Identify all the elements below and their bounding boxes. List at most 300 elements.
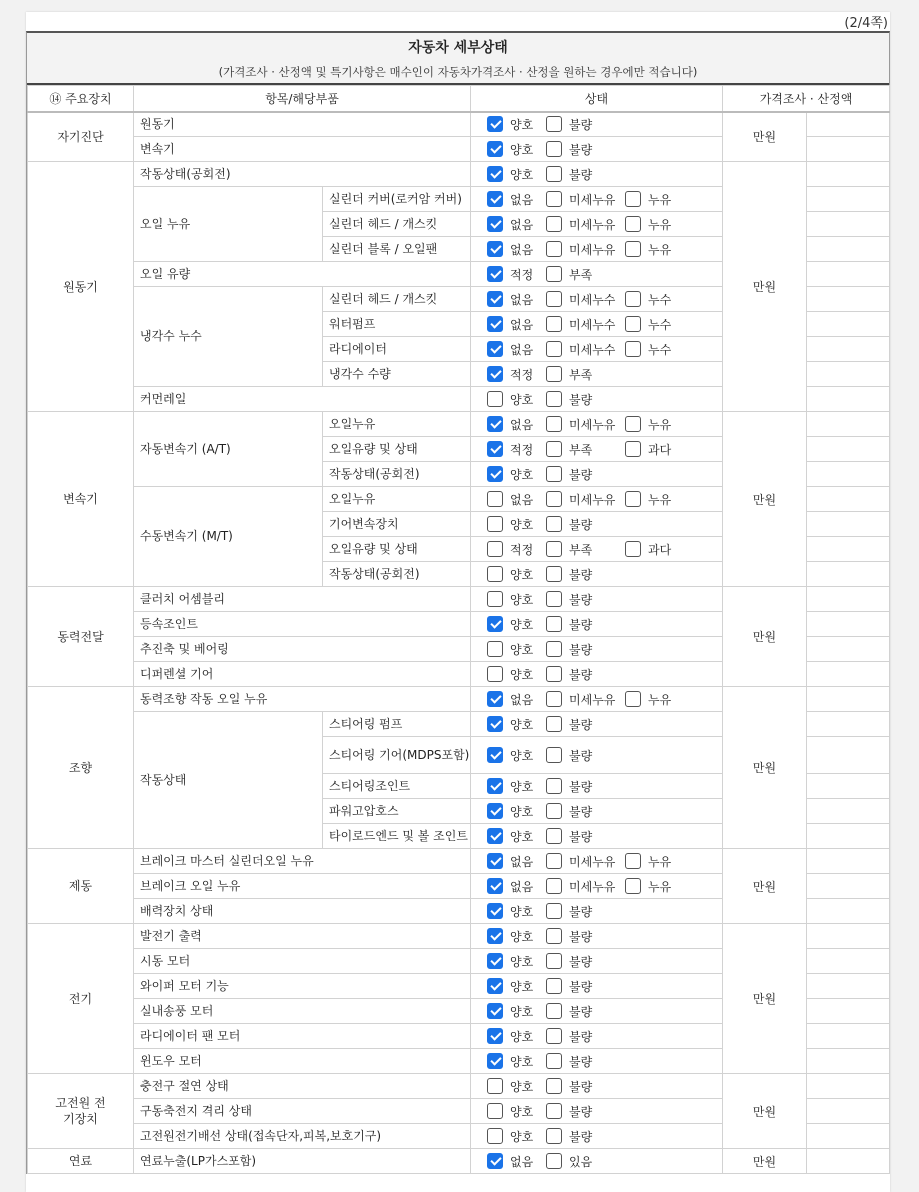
checkbox[interactable] [546, 928, 562, 944]
status-option-label: 부족 [569, 542, 593, 557]
status-option[interactable] [487, 416, 540, 433]
status-option[interactable] [546, 716, 619, 733]
status-option[interactable] [487, 641, 540, 658]
price-input-cell[interactable] [807, 262, 890, 287]
item-cell: 라디에이터 팬 모터 [134, 1024, 471, 1049]
status-cell [471, 824, 723, 849]
checked-checkbox[interactable] [487, 903, 503, 919]
header-row [28, 86, 890, 112]
item-cell: 브레이크 마스터 실린더오일 누유 [134, 849, 471, 874]
checkbox[interactable] [546, 191, 562, 207]
checkbox[interactable] [546, 366, 562, 382]
checkbox[interactable] [546, 241, 562, 257]
checkbox[interactable] [546, 903, 562, 919]
status-option[interactable] [487, 1078, 540, 1095]
status-option[interactable] [487, 978, 540, 995]
status-option[interactable] [487, 316, 540, 333]
checkbox[interactable] [546, 666, 562, 682]
status-option[interactable] [487, 666, 540, 683]
status-option[interactable] [487, 216, 540, 233]
checked-checkbox[interactable] [487, 366, 503, 382]
status-option-label: 미세누유 [569, 242, 616, 257]
price-input-cell[interactable] [807, 924, 890, 949]
checked-checkbox[interactable] [487, 116, 503, 132]
price-input-cell[interactable] [807, 587, 890, 612]
price-input-cell[interactable] [807, 512, 890, 537]
checkbox[interactable] [487, 1103, 503, 1119]
checked-checkbox[interactable] [487, 778, 503, 794]
checked-checkbox[interactable] [487, 691, 503, 707]
item-group-cell: 냉각수 누수 [134, 287, 323, 387]
status-option[interactable] [546, 341, 619, 358]
checkbox[interactable] [546, 853, 562, 869]
checkbox[interactable] [625, 191, 641, 207]
checkbox[interactable] [546, 466, 562, 482]
status-option[interactable] [546, 316, 619, 333]
status-option[interactable] [546, 591, 619, 608]
checkbox[interactable] [546, 691, 562, 707]
status-option[interactable] [546, 828, 619, 845]
status-option[interactable] [487, 541, 540, 558]
checked-checkbox[interactable] [487, 878, 503, 894]
status-option[interactable] [487, 466, 540, 483]
checked-checkbox[interactable] [487, 341, 503, 357]
status-option-label: 불량 [569, 904, 593, 919]
status-option-label: 불량 [569, 517, 593, 532]
price-input-cell[interactable] [807, 687, 890, 712]
price-input-cell[interactable] [807, 462, 890, 487]
status-option[interactable] [487, 341, 540, 358]
status-option[interactable] [487, 241, 540, 258]
checked-checkbox[interactable] [487, 953, 503, 969]
sub-item-cell: 실린더 헤드 / 개스킷 [323, 212, 471, 237]
price-input-cell[interactable] [807, 162, 890, 187]
status-option[interactable] [625, 341, 698, 358]
price-input-cell[interactable] [807, 899, 890, 924]
status-option[interactable] [487, 366, 540, 383]
checkbox[interactable] [546, 491, 562, 507]
checkbox[interactable] [546, 1128, 562, 1144]
status-cell [471, 487, 723, 512]
checked-checkbox[interactable] [487, 716, 503, 732]
status-option[interactable] [487, 778, 540, 795]
status-option[interactable] [546, 1103, 619, 1120]
status-option-label: 과다 [648, 542, 672, 557]
checkbox[interactable] [546, 266, 562, 282]
price-input-cell[interactable] [807, 212, 890, 237]
status-option[interactable] [546, 266, 619, 283]
status-option[interactable] [487, 747, 540, 764]
price-input-cell[interactable] [807, 949, 890, 974]
table-row [28, 687, 890, 712]
status-cell [471, 662, 723, 687]
checkbox[interactable] [546, 1078, 562, 1094]
checkbox[interactable] [546, 416, 562, 432]
status-option[interactable] [546, 491, 619, 508]
checkbox[interactable] [546, 616, 562, 632]
status-option[interactable] [546, 366, 619, 383]
price-unit-cell: 만원 [723, 924, 807, 1074]
price-unit-cell: 만원 [723, 1074, 807, 1149]
price-input-cell[interactable] [807, 824, 890, 849]
checkbox[interactable] [546, 828, 562, 844]
checked-checkbox[interactable] [487, 166, 503, 182]
status-option[interactable] [487, 1128, 540, 1145]
checked-checkbox[interactable] [487, 978, 503, 994]
status-option-label: 누유 [648, 492, 672, 507]
price-input-cell[interactable] [807, 187, 890, 212]
checked-checkbox[interactable] [487, 141, 503, 157]
status-option[interactable] [546, 803, 619, 820]
status-option-label: 불량 [569, 1029, 593, 1044]
checked-checkbox[interactable] [487, 316, 503, 332]
checkbox[interactable] [546, 716, 562, 732]
status-option[interactable] [546, 416, 619, 433]
price-input-cell[interactable] [807, 874, 890, 899]
status-option-label: 누유 [648, 879, 672, 894]
checkbox[interactable] [546, 291, 562, 307]
status-option-label: 불량 [569, 142, 593, 157]
status-option[interactable] [546, 291, 619, 308]
status-option[interactable] [487, 1053, 540, 1070]
sub-item-cell: 워터펌프 [323, 312, 471, 337]
status-option[interactable] [487, 1153, 540, 1170]
status-option[interactable] [625, 441, 698, 458]
sub-item-cell: 실린더 커버(로커암 커버) [323, 187, 471, 212]
status-option-label: 불량 [569, 667, 593, 682]
price-input-cell[interactable] [807, 849, 890, 874]
checkbox[interactable] [546, 441, 562, 457]
checkbox[interactable] [546, 341, 562, 357]
status-cell [471, 799, 723, 824]
status-option[interactable] [487, 716, 540, 733]
status-option[interactable] [546, 1078, 619, 1095]
status-option-label: 미세누유 [569, 217, 616, 232]
status-option-label: 양호 [510, 117, 534, 132]
checked-checkbox[interactable] [487, 747, 503, 763]
status-option[interactable] [487, 616, 540, 633]
checked-checkbox[interactable] [487, 616, 503, 632]
status-option-label: 적정 [510, 542, 534, 557]
checked-checkbox[interactable] [487, 241, 503, 257]
status-option-label: 없음 [510, 242, 534, 257]
price-input-cell[interactable] [807, 387, 890, 412]
checkbox[interactable] [546, 1153, 562, 1169]
status-option[interactable] [546, 1153, 619, 1170]
checkbox[interactable] [487, 1078, 503, 1094]
status-option[interactable] [546, 241, 619, 258]
status-option[interactable] [546, 191, 619, 208]
checked-checkbox[interactable] [487, 1153, 503, 1169]
price-input-cell[interactable] [807, 737, 890, 774]
checked-checkbox[interactable] [487, 1053, 503, 1069]
status-option-label: 불량 [569, 829, 593, 844]
status-option[interactable] [487, 191, 540, 208]
checkbox[interactable] [625, 491, 641, 507]
status-option[interactable] [546, 747, 619, 764]
price-input-cell[interactable] [807, 662, 890, 687]
price-input-cell[interactable] [807, 137, 890, 162]
table-row [28, 924, 890, 949]
category-cell: 제동 [28, 849, 134, 924]
status-option[interactable] [546, 216, 619, 233]
status-option[interactable] [546, 516, 619, 533]
checkbox[interactable] [625, 878, 641, 894]
status-option[interactable] [487, 691, 540, 708]
price-input-cell[interactable] [807, 974, 890, 999]
status-option[interactable] [487, 1103, 540, 1120]
price-input-cell[interactable] [807, 637, 890, 662]
checkbox[interactable] [546, 216, 562, 232]
price-input-cell[interactable] [807, 287, 890, 312]
checkbox[interactable] [487, 516, 503, 532]
checkbox[interactable] [487, 591, 503, 607]
status-option-label: 누유 [648, 417, 672, 432]
checkbox[interactable] [546, 778, 562, 794]
status-option-label: 양호 [510, 1029, 534, 1044]
status-option[interactable] [546, 778, 619, 795]
status-option[interactable] [546, 391, 619, 408]
status-option[interactable] [487, 1028, 540, 1045]
checked-checkbox[interactable] [487, 828, 503, 844]
checkbox[interactable] [546, 1103, 562, 1119]
status-option[interactable] [546, 691, 619, 708]
checkbox[interactable] [625, 341, 641, 357]
price-input-cell[interactable] [807, 487, 890, 512]
price-input-cell[interactable] [807, 537, 890, 562]
status-option[interactable] [487, 516, 540, 533]
status-option[interactable] [546, 978, 619, 995]
checked-checkbox[interactable] [487, 1028, 503, 1044]
status-cell [471, 237, 723, 262]
checkbox[interactable] [546, 953, 562, 969]
checkbox[interactable] [546, 747, 562, 763]
checkbox[interactable] [546, 391, 562, 407]
checked-checkbox[interactable] [487, 803, 503, 819]
checkbox[interactable] [546, 516, 562, 532]
status-option[interactable] [487, 928, 540, 945]
checkbox[interactable] [546, 566, 562, 582]
item-cell: 발전기 출력 [134, 924, 471, 949]
checkbox[interactable] [546, 116, 562, 132]
checkbox[interactable] [546, 641, 562, 657]
status-option[interactable] [546, 903, 619, 920]
price-input-cell[interactable] [807, 999, 890, 1024]
status-option[interactable] [546, 1003, 619, 1020]
checkbox[interactable] [546, 1028, 562, 1044]
status-option[interactable] [487, 591, 540, 608]
status-option[interactable] [487, 1003, 540, 1020]
status-option[interactable] [546, 1053, 619, 1070]
checkbox[interactable] [546, 541, 562, 557]
status-option[interactable] [546, 1128, 619, 1145]
status-option[interactable] [625, 191, 698, 208]
item-cell: 실내송풍 모터 [134, 999, 471, 1024]
status-option-label: 양호 [510, 642, 534, 657]
checked-checkbox[interactable] [487, 1003, 503, 1019]
price-input-cell[interactable] [807, 112, 890, 137]
status-option[interactable] [625, 853, 698, 870]
status-option[interactable] [546, 166, 619, 183]
category-cell: 자기진단 [28, 112, 134, 162]
price-input-cell[interactable] [807, 362, 890, 387]
status-cell [471, 999, 723, 1024]
status-option[interactable] [625, 241, 698, 258]
status-option-label: 양호 [510, 142, 534, 157]
status-option[interactable] [625, 291, 698, 308]
status-option[interactable] [625, 691, 698, 708]
status-cell [471, 949, 723, 974]
status-option[interactable] [546, 141, 619, 158]
status-option-label: 적정 [510, 267, 534, 282]
checked-checkbox[interactable] [487, 266, 503, 282]
status-option[interactable] [487, 116, 540, 133]
checked-checkbox[interactable] [487, 291, 503, 307]
checkbox[interactable] [625, 241, 641, 257]
status-option[interactable] [487, 166, 540, 183]
price-input-cell[interactable] [807, 237, 890, 262]
price-input-cell[interactable] [807, 1024, 890, 1049]
status-option[interactable] [625, 878, 698, 895]
status-cell [471, 1124, 723, 1149]
checkbox[interactable] [546, 978, 562, 994]
checkbox[interactable] [546, 1003, 562, 1019]
table-row [28, 587, 890, 612]
status-option[interactable] [487, 441, 540, 458]
checked-checkbox[interactable] [487, 853, 503, 869]
price-input-cell[interactable] [807, 1049, 890, 1074]
checkbox[interactable] [546, 141, 562, 157]
checked-checkbox[interactable] [487, 216, 503, 232]
checked-checkbox[interactable] [487, 441, 503, 457]
status-option[interactable] [546, 641, 619, 658]
status-option[interactable] [625, 416, 698, 433]
status-option-label: 없음 [510, 1154, 534, 1169]
checkbox[interactable] [625, 441, 641, 457]
status-option[interactable] [487, 491, 540, 508]
status-option[interactable] [546, 1028, 619, 1045]
status-option[interactable] [546, 928, 619, 945]
status-option[interactable] [546, 541, 619, 558]
status-option[interactable] [487, 391, 540, 408]
checkbox[interactable] [625, 853, 641, 869]
status-option[interactable] [546, 116, 619, 133]
price-input-cell[interactable] [807, 774, 890, 799]
status-option-label: 미세누유 [569, 492, 616, 507]
status-option[interactable] [487, 878, 540, 895]
checkbox[interactable] [487, 641, 503, 657]
checkbox[interactable] [546, 591, 562, 607]
sub-item-cell: 라디에이터 [323, 337, 471, 362]
checked-checkbox[interactable] [487, 191, 503, 207]
status-option[interactable] [546, 878, 619, 895]
price-input-cell[interactable] [807, 337, 890, 362]
status-option[interactable] [487, 566, 540, 583]
price-input-cell[interactable] [807, 1124, 890, 1149]
item-cell: 등속조인트 [134, 612, 471, 637]
checkbox[interactable] [546, 316, 562, 332]
checkbox[interactable] [625, 291, 641, 307]
table-row [28, 1074, 890, 1099]
status-option[interactable] [487, 291, 540, 308]
status-option[interactable] [546, 441, 619, 458]
status-option[interactable] [487, 953, 540, 970]
item-group-cell: 오일 누유 [134, 187, 323, 262]
status-option-label: 없음 [510, 317, 534, 332]
status-option[interactable] [625, 541, 698, 558]
price-input-cell[interactable] [807, 612, 890, 637]
status-option-label: 적정 [510, 367, 534, 382]
price-input-cell[interactable] [807, 312, 890, 337]
checked-checkbox[interactable] [487, 928, 503, 944]
price-unit-cell: 만원 [723, 1149, 807, 1174]
checkbox[interactable] [625, 216, 641, 232]
price-input-cell[interactable] [807, 712, 890, 737]
checkbox[interactable] [487, 541, 503, 557]
status-option-label: 없음 [510, 879, 534, 894]
checkbox[interactable] [625, 691, 641, 707]
price-unit-cell: 만원 [723, 587, 807, 687]
checkbox[interactable] [487, 566, 503, 582]
price-input-cell[interactable] [807, 799, 890, 824]
checkbox[interactable] [546, 1053, 562, 1069]
checkbox[interactable] [487, 491, 503, 507]
status-option[interactable] [546, 666, 619, 683]
checkbox[interactable] [625, 416, 641, 432]
status-option-label: 미세누유 [569, 692, 616, 707]
status-option[interactable] [546, 853, 619, 870]
status-option[interactable] [487, 141, 540, 158]
price-input-cell[interactable] [807, 1149, 890, 1174]
status-option[interactable] [625, 216, 698, 233]
status-option[interactable] [625, 316, 698, 333]
status-option[interactable] [487, 903, 540, 920]
checkbox[interactable] [625, 316, 641, 332]
checkbox[interactable] [546, 803, 562, 819]
status-option-label: 누유 [648, 192, 672, 207]
price-input-cell[interactable] [807, 437, 890, 462]
status-option[interactable] [625, 491, 698, 508]
status-option[interactable] [546, 466, 619, 483]
status-cell [471, 974, 723, 999]
checkbox[interactable] [487, 1128, 503, 1144]
status-option[interactable] [487, 266, 540, 283]
checkbox[interactable] [487, 666, 503, 682]
status-cell [471, 774, 723, 799]
checkbox[interactable] [546, 166, 562, 182]
status-option[interactable] [487, 853, 540, 870]
title-area [27, 33, 889, 85]
status-option[interactable] [546, 953, 619, 970]
price-input-cell[interactable] [807, 562, 890, 587]
checkbox[interactable] [625, 541, 641, 557]
status-option[interactable] [487, 828, 540, 845]
price-input-cell[interactable] [807, 1074, 890, 1099]
status-option[interactable] [546, 616, 619, 633]
sub-item-cell: 작동상태(공회전) [323, 462, 471, 487]
status-option[interactable] [546, 566, 619, 583]
price-input-cell[interactable] [807, 412, 890, 437]
item-cell: 윈도우 모터 [134, 1049, 471, 1074]
checked-checkbox[interactable] [487, 416, 503, 432]
table-row [28, 412, 890, 437]
status-option-label: 미세누유 [569, 879, 616, 894]
checked-checkbox[interactable] [487, 466, 503, 482]
checkbox[interactable] [487, 391, 503, 407]
checkbox[interactable] [546, 878, 562, 894]
price-input-cell[interactable] [807, 1099, 890, 1124]
status-option[interactable] [487, 803, 540, 820]
